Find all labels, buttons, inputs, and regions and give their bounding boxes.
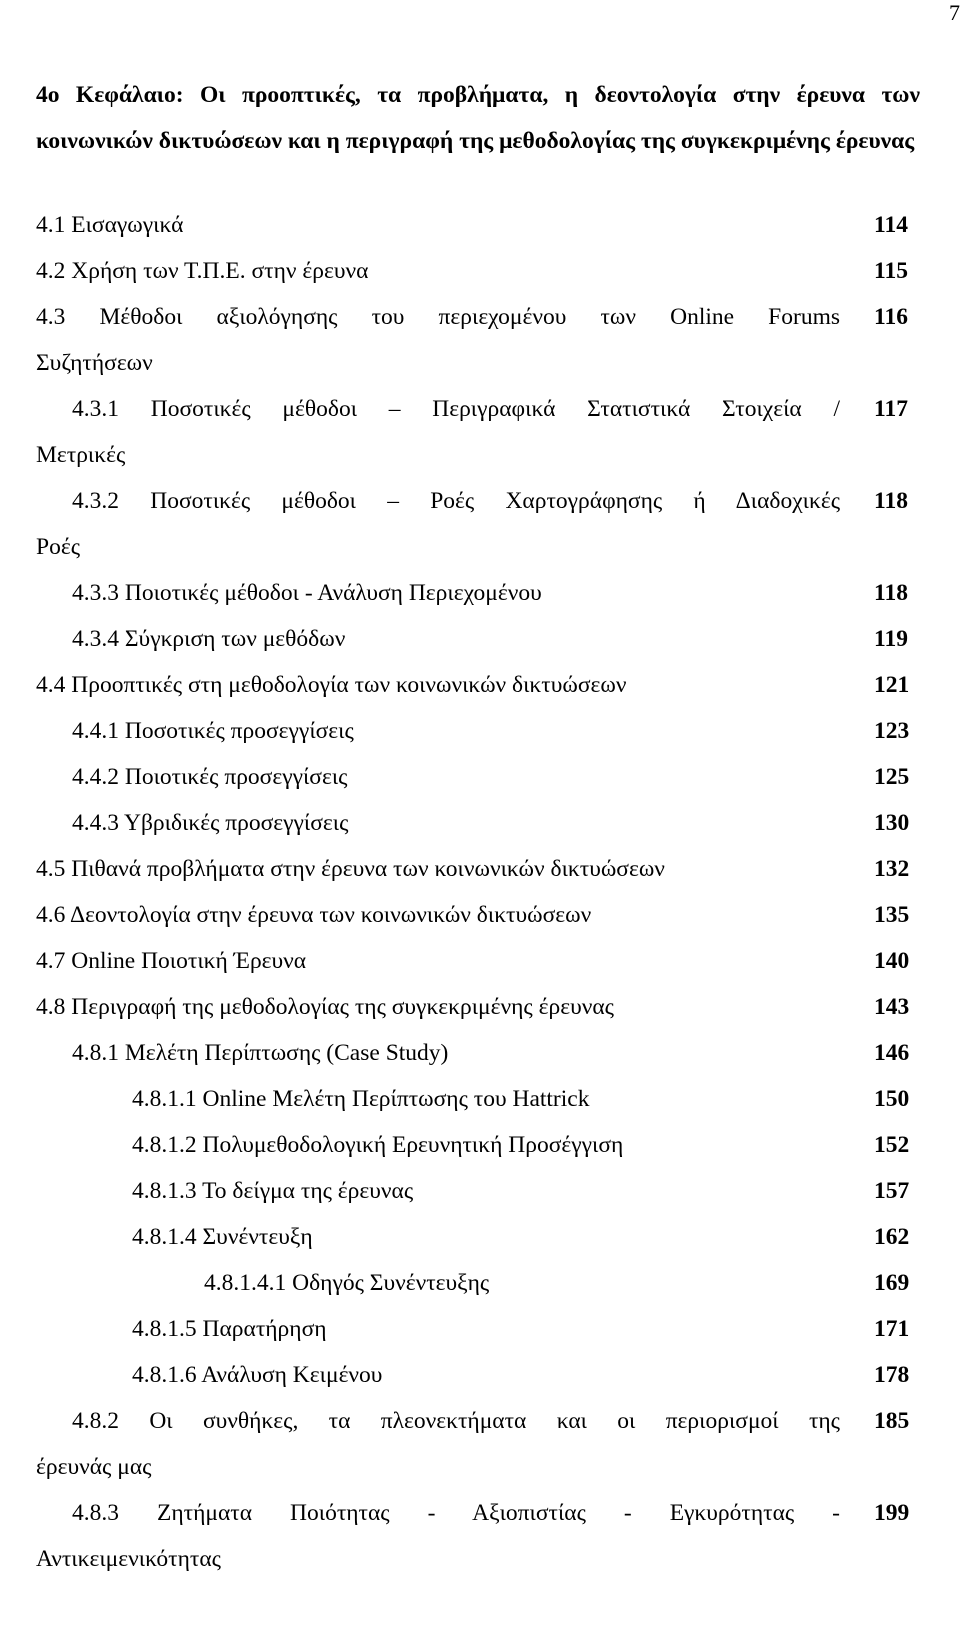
toc-entry-title: 4.3 Μέθοδοι αξιολόγησης του περιεχομένου των Online Forums: [36, 304, 840, 330]
toc-entry-page: 118: [874, 580, 908, 606]
toc-entry: [0, 478, 960, 524]
toc-entry-title: 4.8.1.6 Ανάλυση Κειμένου: [132, 1362, 383, 1388]
toc-entry: [0, 386, 960, 432]
page-number: 7: [949, 0, 960, 25]
toc-entry-continuation: έρευνάς μας: [36, 1454, 152, 1480]
toc-entry: [0, 938, 960, 984]
toc-entry: [0, 1076, 960, 1122]
toc-entry-page: 185: [874, 1408, 910, 1434]
toc-entry-continuation: Ροές: [36, 534, 80, 560]
toc-entry: [0, 1122, 960, 1168]
toc-entry: [0, 1214, 960, 1260]
toc-entry: [0, 1260, 960, 1306]
toc-entry: [0, 1306, 960, 1352]
toc-entry-page: 114: [874, 212, 908, 238]
toc-entry-page: 123: [874, 718, 910, 744]
toc-entry-page: 157: [874, 1178, 910, 1204]
toc-entry-title: 4.4.3 Υβριδικές προσεγγίσεις: [72, 810, 349, 836]
toc-entry-title: 4.8 Περιγραφή της μεθοδολογίας της συγκεκριμένης έρευνας: [36, 994, 614, 1020]
toc-entry-title: 4.4.1 Ποσοτικές προσεγγίσεις: [72, 718, 354, 744]
toc-entry: [0, 616, 960, 662]
toc-entry: [0, 662, 960, 708]
toc-entry-page: 169: [874, 1270, 910, 1296]
toc-entry-page: 132: [874, 856, 910, 882]
toc-entry-page: 116: [874, 304, 908, 330]
toc-entry-title: 4.6 Δεοντολογία στην έρευνα των κοινωνικών δικτυώσεων: [36, 902, 592, 928]
toc-entry: [0, 754, 960, 800]
chapter-title: 4ο Κεφάλαιο: Οι προοπτικές, τα προβλήματα, η δεοντολογία στην έρευνα των κοινωνικών δικτυώσεων και η περιγραφή της μεθοδολογίας της συγκεκριμένης έρευνας: [36, 82, 920, 154]
toc-entry-title: 4.1 Εισαγωγικά: [36, 212, 184, 238]
toc-entry: [0, 1030, 960, 1076]
toc-entry: [0, 1168, 960, 1214]
toc-entry: [0, 1398, 960, 1444]
toc-entry-title: 4.3.4 Σύγκριση των μεθόδων: [72, 626, 346, 652]
toc-entry-page: 117: [874, 396, 908, 422]
toc-entry-continuation: Μετρικές: [36, 442, 126, 468]
toc-entry-title: 4.7 Online Ποιοτική Έρευνα: [36, 948, 307, 974]
toc-entry-page: 118: [874, 488, 908, 514]
toc-entry-title: 4.8.1.4.1 Οδηγός Συνέντευξης: [204, 1270, 490, 1296]
toc-entry-page: 171: [874, 1316, 910, 1342]
toc-entry-page: 199: [874, 1500, 910, 1526]
toc-entry-title: 4.8.1.2 Πολυμεθοδολογική Ερευνητική Προσέγγιση: [132, 1132, 624, 1158]
toc-entry-title: 4.8.1 Μελέτη Περίπτωσης (Case Study): [72, 1040, 449, 1066]
toc-entry-title: 4.2 Χρήση των Τ.Π.Ε. στην έρευνα: [36, 258, 369, 284]
toc-entry-title: 4.3.1 Ποσοτικές μέθοδοι – Περιγραφικά Στατιστικά Στοιχεία /: [72, 396, 840, 422]
toc-entry-title: 4.5 Πιθανά προβλήματα στην έρευνα των κοινωνικών δικτυώσεων: [36, 856, 665, 882]
toc-entry-title: 4.8.3 Ζητήματα Ποιότητας - Αξιοπιστίας - Εγκυρότητας -: [72, 1500, 840, 1526]
toc-entry-title: 4.8.1.1 Online Μελέτη Περίπτωσης του Hattrick: [132, 1086, 590, 1112]
toc-entry: [0, 248, 960, 294]
toc-entry-title: 4.4 Προοπτικές στη μεθοδολογία των κοινωνικών δικτυώσεων: [36, 672, 627, 698]
toc-entry-page: 162: [874, 1224, 910, 1250]
toc-entry-page: 115: [874, 258, 908, 284]
toc-entry-page: 140: [874, 948, 910, 974]
toc-entry-title: 4.8.1.5 Παρατήρηση: [132, 1316, 327, 1342]
toc-entry: [0, 202, 960, 248]
toc-entry-title: 4.8.2 Οι συνθήκες, τα πλεονεκτήματα και οι περιορισμοί της: [72, 1408, 840, 1434]
toc-entry-title: 4.3.2 Ποσοτικές μέθοδοι – Ροές Χαρτογράφησης ή Διαδοχικές: [72, 488, 840, 514]
toc-entry-page: 135: [874, 902, 910, 928]
toc-entry-page: 146: [874, 1040, 910, 1066]
toc-entry-title: 4.4.2 Ποιοτικές προσεγγίσεις: [72, 764, 348, 790]
toc-entry: [0, 846, 960, 892]
toc-entry-title: 4.8.1.4 Συνέντευξη: [132, 1224, 313, 1250]
toc-entry: [0, 892, 960, 938]
toc-entry-page: 178: [874, 1362, 910, 1388]
toc-entry: [0, 570, 960, 616]
toc-entry-page: 150: [874, 1086, 910, 1112]
toc-entry-title: 4.8.1.3 Το δείγμα της έρευνας: [132, 1178, 414, 1204]
toc-entry-page: 152: [874, 1132, 910, 1158]
toc-entry: [0, 1352, 960, 1398]
toc-entry-title: 4.3.3 Ποιοτικές μέθοδοι - Ανάλυση Περιεχομένου: [72, 580, 542, 606]
toc-entry: [0, 708, 960, 754]
toc-entry: [0, 984, 960, 1030]
toc-entry-page: 130: [874, 810, 910, 836]
toc-entry: [0, 1490, 960, 1536]
toc-entry-page: 125: [874, 764, 910, 790]
toc-entry-page: 119: [874, 626, 908, 652]
toc-entry: [0, 800, 960, 846]
toc-entry-continuation: Συζητήσεων: [36, 350, 153, 376]
toc-entry: [0, 294, 960, 340]
toc-entry-continuation: Αντικειμενικότητας: [36, 1546, 221, 1572]
toc-entry-page: 121: [874, 672, 910, 698]
toc-entry-page: 143: [874, 994, 910, 1020]
